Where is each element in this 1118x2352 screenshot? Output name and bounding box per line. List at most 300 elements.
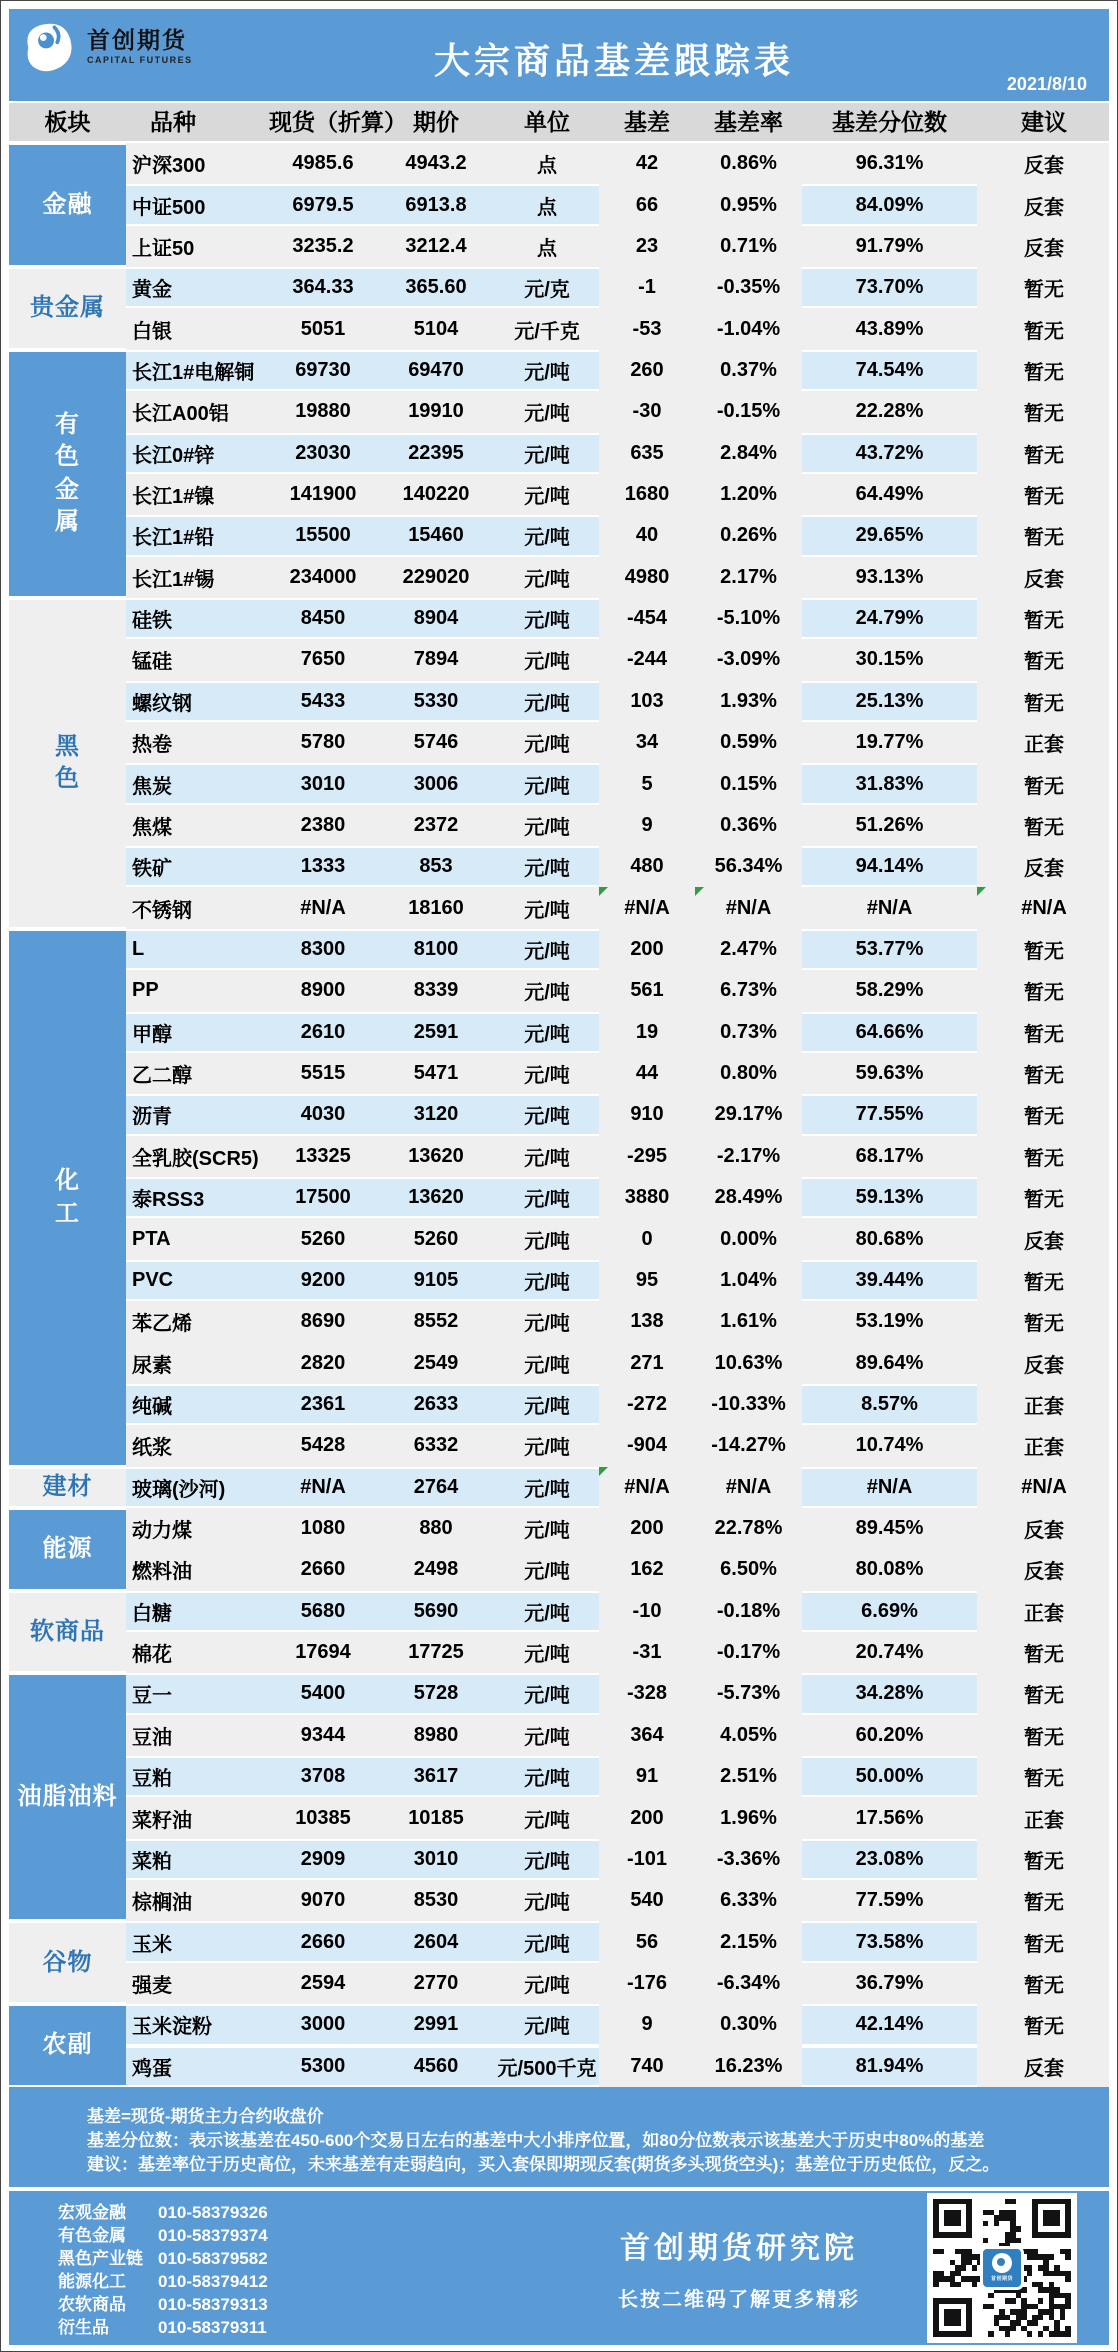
cell-variety: 长江1#镍 bbox=[132, 486, 215, 509]
cell-variety: 甲醇 bbox=[126, 1012, 269, 1053]
cell-variety: 长江0#锌 bbox=[126, 433, 269, 474]
cell-advice: 暂无 bbox=[1024, 1685, 1064, 1708]
cell-unit: 元/吨 bbox=[495, 1260, 599, 1301]
cell-spot: 5515 bbox=[300, 1062, 346, 1085]
cell-pct: 84.09% bbox=[802, 184, 977, 225]
cell-basis: 364 bbox=[630, 1723, 664, 1746]
cell-unit: 元/吨 bbox=[524, 1437, 570, 1460]
cell-rate: 0.26% bbox=[720, 524, 777, 547]
column-header: 品种 bbox=[150, 109, 196, 135]
cell-futures: 2498 bbox=[413, 1558, 459, 1581]
swan-logo-icon bbox=[19, 19, 75, 75]
footnote: 基差=现货-期货主力合约收盘价 bbox=[87, 2106, 324, 2126]
cell-futures: 22395 bbox=[377, 433, 495, 474]
cell-futures: 8339 bbox=[413, 979, 459, 1002]
cell-rate: -0.35% bbox=[716, 276, 781, 299]
cell-futures: 9105 bbox=[377, 1260, 495, 1301]
cell-rate: 2.15% bbox=[720, 1930, 777, 1953]
cell-basis: 740 bbox=[630, 2054, 664, 2077]
cell-pct: 34.28% bbox=[802, 1673, 977, 1714]
sector-cell: 黑 色 bbox=[9, 598, 126, 929]
research-institute-name: 首创期货研究院 bbox=[620, 2232, 858, 2266]
cell-futures: 15460 bbox=[377, 515, 495, 556]
cell-advice: 暂无 bbox=[1024, 982, 1064, 1005]
cell-variety: 长江1#铅 bbox=[126, 515, 269, 556]
cell-basis: 3880 bbox=[624, 1186, 670, 1209]
cell-advice: #N/A bbox=[977, 887, 1111, 928]
contact-phone: 010-58379326 bbox=[158, 2202, 268, 2222]
cell-rate: 28.49% bbox=[714, 1186, 783, 1209]
cell-advice: 暂无 bbox=[1024, 361, 1064, 384]
cell-variety: 玉米 bbox=[126, 1921, 269, 1962]
cell-pct: 89.64% bbox=[855, 1351, 924, 1374]
cell-futures: 2770 bbox=[413, 1971, 459, 1994]
error-indicator-icon bbox=[977, 887, 986, 896]
cell-unit: 元/吨 bbox=[495, 1177, 599, 1218]
cell-pct: 31.83% bbox=[802, 763, 977, 804]
cell-futures: 3212.4 bbox=[405, 234, 467, 257]
cell-advice: 暂无 bbox=[1024, 403, 1064, 426]
cell-basis: 5 bbox=[641, 772, 653, 795]
cell-futures: 5104 bbox=[413, 317, 459, 340]
cell-basis: 23 bbox=[635, 234, 659, 257]
cell-spot: 234000 bbox=[289, 565, 357, 588]
cell-unit: 元/吨 bbox=[495, 1921, 599, 1962]
cell-futures: 880 bbox=[419, 1517, 453, 1540]
cell-advice: 反套 bbox=[1024, 1354, 1064, 1377]
report-date: 2021/8/10 bbox=[1006, 74, 1087, 94]
cell-variety: 豆油 bbox=[132, 1726, 172, 1749]
cell-rate: 2.47% bbox=[720, 938, 777, 960]
cell-pct: 74.54% bbox=[802, 350, 977, 391]
contact-phone: 010-58379582 bbox=[158, 2248, 268, 2268]
cell-spot: 9200 bbox=[269, 1260, 377, 1301]
cell-rate: 0.71% bbox=[720, 234, 777, 257]
contact-dept: 宏观金融 bbox=[58, 2202, 126, 2222]
cell-futures: 5471 bbox=[413, 1062, 459, 1085]
cell-variety: 豆粕 bbox=[126, 1756, 269, 1797]
cell-unit: 元/吨 bbox=[524, 1065, 570, 1088]
column-header: 建议 bbox=[1021, 109, 1067, 135]
cell-spot: 141900 bbox=[289, 483, 357, 506]
cell-unit: 元/吨 bbox=[495, 515, 599, 556]
cell-unit: 元/吨 bbox=[524, 1230, 570, 1253]
cell-spot: 8900 bbox=[300, 979, 346, 1002]
cell-basis: 66 bbox=[635, 193, 659, 216]
cell-basis: 162 bbox=[630, 1558, 664, 1581]
cell-spot: 2660 bbox=[269, 1921, 377, 1962]
cell-variety: 苯乙烯 bbox=[132, 1313, 192, 1336]
cell-pct: 24.79% bbox=[802, 598, 977, 639]
cell-variety: L bbox=[126, 929, 269, 970]
cell-unit: 元/吨 bbox=[524, 651, 570, 674]
cell-basis: -328 bbox=[626, 1682, 668, 1705]
cell-spot: 8300 bbox=[269, 929, 377, 970]
cell-rate: 1.61% bbox=[720, 1310, 777, 1333]
cell-basis: #N/A bbox=[599, 887, 695, 928]
cell-advice: 暂无 bbox=[1024, 1974, 1064, 1997]
header-band bbox=[9, 9, 1109, 101]
cell-advice: 反套 bbox=[1024, 155, 1064, 178]
cell-rate: -0.15% bbox=[716, 400, 781, 423]
cell-spot: 5051 bbox=[300, 317, 346, 340]
cell-rate: -5.73% bbox=[716, 1682, 781, 1705]
cell-pct: 96.31% bbox=[855, 152, 924, 175]
cell-unit: 元/吨 bbox=[524, 1147, 570, 1170]
cell-spot: 3235.2 bbox=[292, 234, 354, 257]
cell-variety: 鸡蛋 bbox=[126, 2046, 269, 2087]
cell-spot: 6979.5 bbox=[269, 184, 377, 225]
cell-rate: 2.17% bbox=[720, 565, 777, 588]
cell-basis: 271 bbox=[630, 1351, 664, 1374]
cell-unit: 元/吨 bbox=[524, 486, 570, 509]
contact-phone: 010-58379313 bbox=[158, 2294, 268, 2314]
contact-dept: 农软商品 bbox=[58, 2294, 126, 2314]
cell-spot: 8690 bbox=[300, 1310, 346, 1333]
cell-basis: -454 bbox=[626, 607, 668, 630]
cell-variety: 豆一 bbox=[126, 1673, 269, 1714]
cell-pct: 60.20% bbox=[855, 1723, 924, 1746]
cell-spot: 1333 bbox=[269, 846, 377, 887]
sector-cell: 谷物 bbox=[9, 1921, 126, 2004]
cell-variety: 尿素 bbox=[132, 1354, 172, 1377]
cell-pct: 93.13% bbox=[855, 565, 924, 588]
cell-futures: 140220 bbox=[402, 483, 470, 506]
cell-basis: 103 bbox=[630, 689, 664, 712]
cell-pct: 42.14% bbox=[802, 2004, 977, 2045]
cell-advice: 暂无 bbox=[1024, 1147, 1064, 1170]
contact-row bbox=[58, 2293, 369, 2316]
cell-unit: 元/吨 bbox=[524, 1520, 570, 1543]
cell-advice: 反套 bbox=[1024, 568, 1064, 591]
cell-pct: 19.77% bbox=[855, 731, 924, 754]
cell-pct: 30.15% bbox=[855, 648, 924, 671]
cell-futures: 6913.8 bbox=[377, 184, 495, 225]
contact-dept: 衍生品 bbox=[58, 2317, 109, 2337]
cell-basis: -53 bbox=[632, 317, 662, 340]
cell-variety: PVC bbox=[126, 1260, 269, 1301]
column-header: 基差 bbox=[624, 109, 670, 135]
cell-unit: 元/吨 bbox=[495, 1839, 599, 1880]
contact-row bbox=[58, 2270, 369, 2293]
contact-row bbox=[58, 2201, 369, 2224]
cell-pct: #N/A bbox=[866, 896, 913, 919]
contact-dept: 能源化工 bbox=[58, 2271, 126, 2291]
sector-cell: 金融 bbox=[9, 143, 126, 267]
cell-pct: 80.68% bbox=[855, 1227, 924, 1250]
contact-phone: 010-58379374 bbox=[158, 2225, 268, 2245]
cell-rate: 0.80% bbox=[720, 1062, 777, 1085]
cell-spot: 9344 bbox=[300, 1723, 346, 1746]
cell-pct: 94.14% bbox=[802, 846, 977, 887]
cell-advice: 暂无 bbox=[1024, 775, 1064, 798]
cell-pct: 53.19% bbox=[855, 1310, 924, 1333]
error-indicator-icon bbox=[599, 1467, 608, 1476]
cell-futures: 2991 bbox=[377, 2004, 495, 2045]
contact-dept: 黑色产业链 bbox=[58, 2248, 143, 2268]
cell-futures: 7894 bbox=[413, 648, 459, 671]
company-logo bbox=[19, 19, 193, 75]
cell-unit: 点 bbox=[495, 184, 599, 225]
cell-spot: #N/A bbox=[269, 1467, 377, 1508]
cell-unit: 元/克 bbox=[495, 267, 599, 308]
cell-rate: 6.50% bbox=[720, 1558, 777, 1581]
footnotes-block bbox=[9, 2087, 1109, 2187]
cell-advice: 暂无 bbox=[1024, 1933, 1064, 1956]
cell-futures: 69470 bbox=[377, 350, 495, 391]
cell-unit: 元/吨 bbox=[524, 1974, 570, 1997]
cell-rate: 29.17% bbox=[714, 1103, 783, 1126]
contact-row bbox=[58, 2247, 369, 2270]
cell-rate: 1.96% bbox=[720, 1806, 777, 1829]
column-header-row bbox=[9, 103, 1109, 141]
sector-cell: 油脂油料 bbox=[9, 1673, 126, 1921]
footnote: 建议：基差率位于历史高位，未来基差有走弱趋向，买入套保即期现反套(期货多头现货空头)；基差位于历史低位，反之。 bbox=[87, 2154, 1000, 2174]
cell-basis: -101 bbox=[626, 1847, 668, 1870]
cell-spot: 2610 bbox=[269, 1012, 377, 1053]
cell-advice: 暂无 bbox=[1024, 1726, 1064, 1749]
cell-pct: 73.70% bbox=[802, 267, 977, 308]
cell-spot: 17500 bbox=[269, 1177, 377, 1218]
cell-pct: 80.08% bbox=[855, 1558, 924, 1581]
cell-spot: 2909 bbox=[269, 1839, 377, 1880]
cell-rate: 22.78% bbox=[714, 1517, 783, 1540]
cell-futures: 5690 bbox=[377, 1591, 495, 1632]
qr-center-logo-icon: 首创期货 bbox=[980, 2246, 1024, 2290]
cell-basis: 200 bbox=[630, 1806, 664, 1829]
sector-cell: 能源 bbox=[9, 1508, 126, 1591]
cell-variety: 长江1#电解铜 bbox=[126, 350, 269, 391]
cell-advice: 暂无 bbox=[1024, 1106, 1064, 1129]
cell-rate: -6.34% bbox=[716, 1971, 781, 1994]
column-header: 单位 bbox=[524, 109, 570, 135]
cell-spot: 2660 bbox=[300, 1558, 346, 1581]
cell-variety: 上证50 bbox=[132, 237, 195, 260]
cell-basis: -1 bbox=[638, 276, 656, 299]
cell-variety: 热卷 bbox=[132, 734, 172, 757]
cell-variety: PP bbox=[132, 979, 159, 1002]
cell-variety: 焦炭 bbox=[126, 763, 269, 804]
cell-unit: 元/吨 bbox=[524, 1809, 570, 1832]
sector-cell: 贵金属 bbox=[9, 267, 126, 350]
cell-unit: 点 bbox=[537, 155, 557, 178]
cell-pct: 43.72% bbox=[802, 433, 977, 474]
cell-unit: 元/吨 bbox=[524, 1892, 570, 1915]
cell-rate: -14.27% bbox=[711, 1434, 786, 1457]
cell-futures: 2764 bbox=[377, 1467, 495, 1508]
cell-rate: 0.95% bbox=[720, 193, 777, 216]
cell-basis: 1680 bbox=[624, 483, 670, 506]
cell-advice: 反套 bbox=[1024, 237, 1064, 260]
cell-variety: 硅铁 bbox=[126, 598, 269, 639]
cell-futures: 365.60 bbox=[377, 267, 495, 308]
contact-phone: 010-58379412 bbox=[158, 2271, 268, 2291]
cell-unit: 元/吨 bbox=[495, 681, 599, 722]
cell-futures: 853 bbox=[377, 846, 495, 887]
cell-advice: 暂无 bbox=[1024, 610, 1064, 633]
cell-basis: 19 bbox=[635, 1020, 659, 1043]
cell-futures: 2633 bbox=[377, 1384, 495, 1425]
cell-basis: 540 bbox=[630, 1889, 664, 1912]
cell-rate: -0.18% bbox=[716, 1599, 781, 1622]
cell-basis: 9 bbox=[641, 813, 653, 836]
qr-hint-text: 长按二维码了解更多精彩 bbox=[618, 2289, 860, 2312]
contact-row bbox=[58, 2316, 369, 2339]
cell-variety: 动力煤 bbox=[132, 1520, 192, 1543]
cell-futures: 10185 bbox=[408, 1806, 464, 1829]
column-header: 现货（折算） bbox=[269, 109, 407, 135]
cell-unit: 元/吨 bbox=[524, 568, 570, 591]
cell-rate: 10.63% bbox=[714, 1351, 783, 1374]
cell-advice: 暂无 bbox=[1024, 1644, 1064, 1667]
cell-advice: 暂无 bbox=[1024, 486, 1064, 509]
cell-advice: 暂无 bbox=[1024, 1271, 1064, 1294]
cell-futures: 4560 bbox=[377, 2046, 495, 2087]
cell-pct: 43.89% bbox=[855, 317, 924, 340]
cell-advice: 正套 bbox=[1024, 1395, 1064, 1418]
cell-basis: 4980 bbox=[624, 565, 670, 588]
cell-futures: 2591 bbox=[377, 1012, 495, 1053]
cell-rate: 0.00% bbox=[720, 1227, 777, 1250]
cell-futures: 3006 bbox=[377, 763, 495, 804]
cell-unit: 元/吨 bbox=[495, 1094, 599, 1135]
cell-basis: -272 bbox=[626, 1392, 668, 1415]
contact-phone: 010-58379311 bbox=[158, 2317, 267, 2337]
cell-unit: 元/吨 bbox=[495, 1673, 599, 1714]
cell-basis: 200 bbox=[630, 1517, 664, 1540]
cell-spot: 2820 bbox=[300, 1351, 346, 1374]
cell-futures: 2604 bbox=[377, 1921, 495, 1962]
cell-variety: 玻璃(沙河) bbox=[126, 1467, 269, 1508]
cell-advice: 暂无 bbox=[1024, 1768, 1064, 1791]
cell-advice: 反套 bbox=[1024, 1561, 1064, 1584]
cell-spot: 5428 bbox=[300, 1434, 346, 1457]
logo-company-name-en: CAPITAL FUTURES bbox=[87, 55, 193, 66]
cell-rate: 2.51% bbox=[720, 1765, 777, 1788]
cell-spot: 7650 bbox=[300, 648, 346, 671]
cell-basis: 635 bbox=[630, 441, 664, 464]
cell-variety: PTA bbox=[132, 1227, 171, 1250]
error-indicator-icon bbox=[599, 887, 608, 896]
cell-rate: 0.37% bbox=[720, 358, 777, 381]
cell-variety: 玉米淀粉 bbox=[126, 2004, 269, 2045]
cell-rate: 0.59% bbox=[720, 731, 777, 754]
cell-rate: -0.17% bbox=[716, 1641, 781, 1664]
cell-advice: 反套 bbox=[1024, 196, 1064, 219]
contact-dept: 有色金属 bbox=[58, 2225, 126, 2245]
cell-futures: 8100 bbox=[377, 929, 495, 970]
cell-variety: 泰RSS3 bbox=[126, 1177, 269, 1218]
cell-rate: 56.34% bbox=[714, 855, 783, 878]
cell-advice: 暂无 bbox=[1024, 651, 1064, 674]
cell-advice: 反套 bbox=[1024, 1230, 1064, 1253]
cell-advice: 暂无 bbox=[1024, 320, 1064, 343]
cell-pct: 59.13% bbox=[802, 1177, 977, 1218]
cell-variety: 不锈钢 bbox=[132, 899, 192, 922]
cell-futures: 19910 bbox=[408, 400, 464, 423]
cell-variety: 菜粕 bbox=[126, 1839, 269, 1880]
cell-rate: 16.23% bbox=[714, 2054, 783, 2077]
cell-pct: 64.66% bbox=[802, 1012, 977, 1053]
cell-spot: 9070 bbox=[300, 1889, 346, 1912]
cell-variety: 强麦 bbox=[132, 1974, 172, 1997]
cell-basis: 260 bbox=[630, 358, 664, 381]
cell-unit: 元/吨 bbox=[524, 1313, 570, 1336]
cell-basis: 910 bbox=[630, 1103, 664, 1126]
cell-pct: 6.69% bbox=[802, 1591, 977, 1632]
cell-unit: 元/吨 bbox=[495, 929, 599, 970]
cell-futures: 8980 bbox=[413, 1723, 459, 1746]
cell-pct: 25.13% bbox=[802, 681, 977, 722]
sector-cell: 有 色 金 属 bbox=[9, 350, 126, 598]
cell-unit: 元/吨 bbox=[524, 816, 570, 839]
cell-basis: -244 bbox=[626, 648, 668, 671]
cell-futures: 5728 bbox=[377, 1673, 495, 1714]
cell-unit: 元/吨 bbox=[495, 846, 599, 887]
cell-basis: #N/A bbox=[599, 1467, 695, 1508]
cell-unit: 元/吨 bbox=[524, 982, 570, 1005]
cell-variety: 白银 bbox=[132, 320, 172, 343]
footnote: 基差分位数：表示该基差在450-600个交易日左右的基差中大小排序位置，如80分位数表示该基差大于历史中80%的基差 bbox=[87, 2130, 985, 2150]
cell-variety: 纯碱 bbox=[126, 1384, 269, 1425]
cell-spot: 2361 bbox=[269, 1384, 377, 1425]
sector-cell: 软商品 bbox=[9, 1591, 126, 1674]
column-header: 板块 bbox=[44, 109, 91, 135]
cell-rate: -10.33% bbox=[711, 1392, 786, 1415]
cell-advice: 反套 bbox=[1024, 1520, 1064, 1543]
contact-row bbox=[58, 2224, 369, 2247]
cell-basis: -176 bbox=[626, 1971, 668, 1994]
cell-futures: 3010 bbox=[377, 1839, 495, 1880]
cell-futures: 229020 bbox=[402, 565, 470, 588]
cell-futures: 5260 bbox=[413, 1227, 459, 1250]
cell-spot: 3708 bbox=[269, 1756, 377, 1797]
column-header: 基差分位数 bbox=[832, 109, 947, 135]
cell-variety: 棕榈油 bbox=[132, 1892, 192, 1915]
cell-unit: 元/吨 bbox=[495, 1384, 599, 1425]
cell-variety: 纸浆 bbox=[132, 1437, 172, 1460]
cell-futures: 4943.2 bbox=[405, 152, 467, 175]
cell-unit: 元/吨 bbox=[495, 1756, 599, 1797]
cell-futures: 8552 bbox=[413, 1310, 459, 1333]
cell-rate: 1.93% bbox=[720, 689, 777, 712]
cell-unit: 元/500千克 bbox=[495, 2046, 599, 2087]
cell-spot: 4985.6 bbox=[292, 152, 354, 175]
cell-pct: #N/A bbox=[802, 1467, 977, 1508]
cell-rate: 1.04% bbox=[720, 1268, 777, 1291]
cell-advice: 暂无 bbox=[1024, 444, 1064, 467]
cell-basis: -30 bbox=[632, 400, 662, 423]
sector-cell: 农副 bbox=[9, 2004, 126, 2087]
cell-rate: 6.33% bbox=[720, 1889, 777, 1912]
cell-pct: 23.08% bbox=[802, 1839, 977, 1880]
cell-unit: 元/吨 bbox=[495, 350, 599, 391]
cell-unit: 元/吨 bbox=[524, 1644, 570, 1667]
cell-futures: 18160 bbox=[408, 896, 464, 919]
cell-basis: 95 bbox=[635, 1268, 659, 1291]
cell-advice: 正套 bbox=[1024, 734, 1064, 757]
cell-basis: 42 bbox=[635, 152, 659, 175]
cell-basis: -295 bbox=[626, 1144, 668, 1167]
cell-variety: 棉花 bbox=[132, 1644, 172, 1667]
cell-futures: 2372 bbox=[413, 813, 459, 836]
cell-pct: 59.63% bbox=[855, 1062, 924, 1085]
cell-unit: 元/吨 bbox=[495, 1467, 599, 1508]
cell-spot: 5300 bbox=[269, 2046, 377, 2087]
sector-cell: 建材 bbox=[9, 1467, 126, 1508]
cell-basis: 200 bbox=[630, 938, 664, 960]
cell-futures: 13620 bbox=[377, 1177, 495, 1218]
